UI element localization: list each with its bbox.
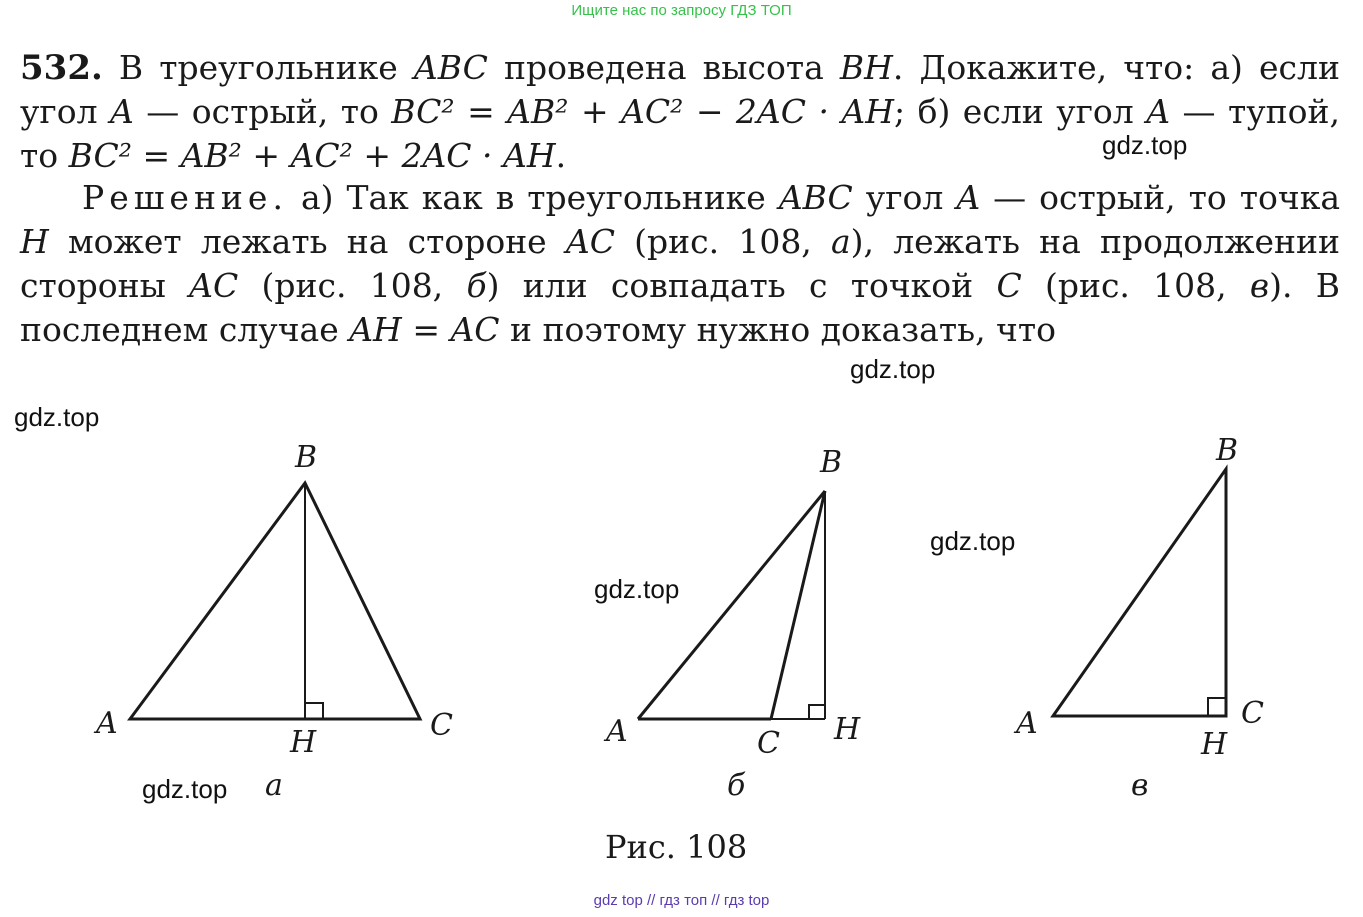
- solution-text: Решение. а) Так как в треугольнике ABC угол A — острый, то точка H может лежать на стороне AC (рис. 108, а), лежать на продолжении стороны AC (рис. 108, б) или совпадать с точкой C (рис. 108, в). В последнем случае AH = AC и поэтому нужно доказать, что: [20, 178, 1340, 349]
- label-c-H: H: [1201, 727, 1228, 762]
- watermark: gdz.top: [1102, 130, 1188, 160]
- formula-obtuse: BC² = AB² + AC² + 2AC · AH: [68, 136, 556, 175]
- watermark: gdz.top: [142, 774, 228, 804]
- watermark: gdz.top: [850, 354, 936, 384]
- solution-label: Решение.: [82, 178, 288, 217]
- triangle-a: [130, 483, 420, 719]
- label-b-H: H: [834, 712, 861, 747]
- label-b-A: A: [606, 714, 628, 749]
- label-a-H: H: [290, 725, 317, 760]
- top-banner: Ищите нас по запросу ГДЗ ТОП: [571, 2, 792, 19]
- label-c-B: B: [1216, 433, 1239, 468]
- subfigure-label-c: в: [1131, 768, 1149, 803]
- subfigure-label-a: а: [265, 768, 283, 803]
- label-a-C: C: [430, 708, 453, 743]
- problem-number: 532.: [20, 48, 103, 88]
- watermark: gdz.top: [14, 402, 100, 432]
- subfigure-label-b: б: [727, 768, 746, 803]
- right-angle-a: [305, 703, 323, 719]
- triangle-c: [1053, 469, 1226, 716]
- formula-acute: BC² = AB² + AC² − 2AC · AH: [391, 92, 895, 131]
- problem-statement: 532. В треугольнике ABC проведена высота BH. Докажите, что: а) если угол A — острый, то BC² = AB² + AC² − 2AC · AH; б) если угол A — тупой, то BC² = AB² + AC² + 2AC · AH.: [20, 48, 1341, 175]
- label-c-A: A: [1016, 706, 1038, 741]
- footer: gdz top // гдз топ // гдз top: [593, 892, 770, 909]
- watermark: gdz.top: [594, 574, 680, 604]
- right-angle-b: [809, 705, 825, 719]
- label-a-B: B: [295, 440, 318, 475]
- figure-b: [638, 491, 825, 719]
- watermark: gdz.top: [930, 526, 1016, 556]
- figure-c: [1053, 469, 1226, 716]
- figure-a: [130, 483, 420, 719]
- figure-caption: Рис. 108: [605, 828, 748, 866]
- label-b-B: B: [820, 445, 843, 480]
- label-c-C: C: [1241, 696, 1264, 731]
- label-b-C: C: [757, 726, 780, 761]
- label-a-A: A: [96, 706, 118, 741]
- right-angle-c: [1208, 698, 1226, 716]
